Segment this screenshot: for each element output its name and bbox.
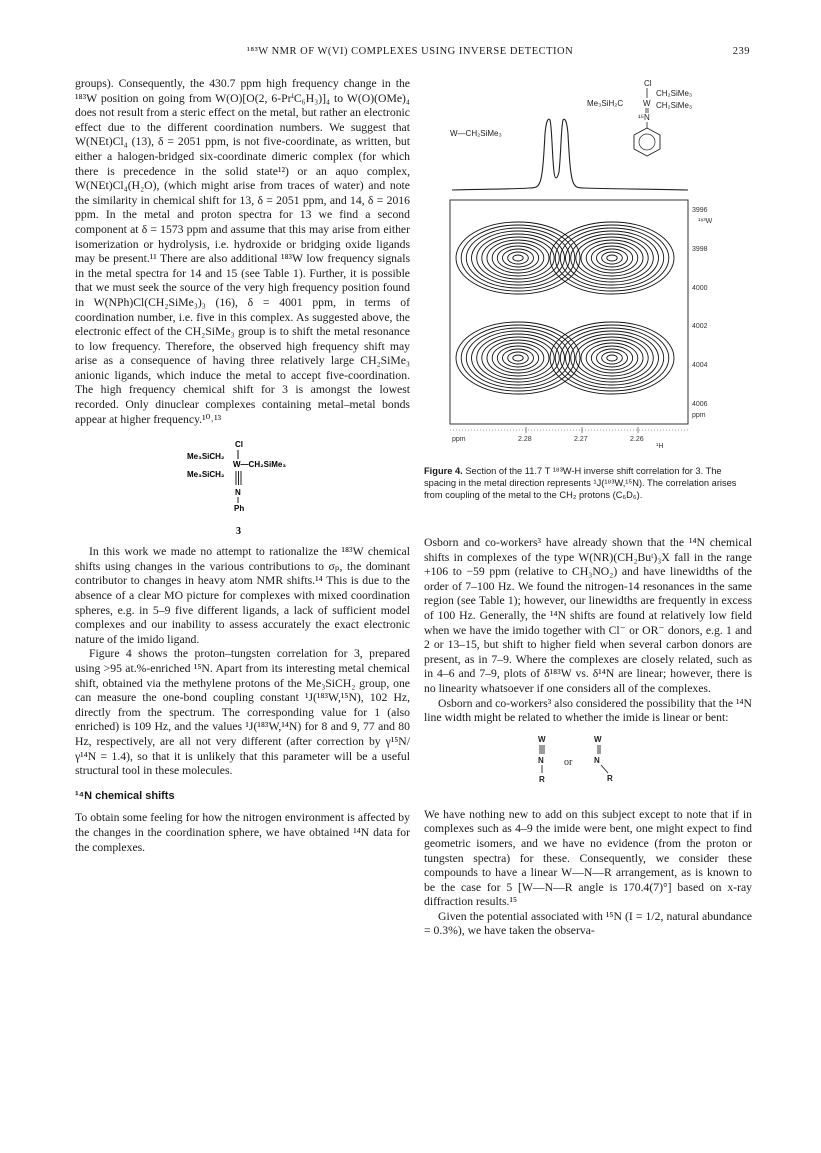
page-number: 239 — [732, 46, 750, 57]
y-nucleus: ¹⁸³W — [698, 218, 713, 225]
mol-cl: Cl — [644, 79, 652, 88]
figure-4-graphic — [424, 72, 754, 472]
paragraph: In this work we made no attempt to rationalize the ¹⁸³W chemical shifts using changes in the various contributions to σₚ, the dominant contributor to changes in heavy atom NMR shifts.¹⁴ This is due to the absence of a clear MO picture for complexes with mixed coordination spheres, e.g. in 5–9 five different ligands, a lack of sufficient model complexes and our inability to assess accurately the exact electronic nature of the imido ligand. — [75, 545, 410, 646]
x-unit: ppm — [452, 436, 466, 443]
struct-w: W—CH₂SiMe₃ — [232, 460, 286, 470]
svg-text:W: W — [538, 734, 546, 744]
x-tick: 2.26 — [630, 436, 644, 443]
struct-ph: Ph — [233, 504, 244, 514]
y-tick: 4004 — [692, 362, 708, 369]
caption-text: Section of the 11.7 T ¹⁸³W-H inverse shift correlation for 3. The spacing in the metal direction represents ¹J(¹⁸³W,¹⁵N). The correlation arises from coupling of the metal to the CH₂ protons (C₆D₆). — [424, 466, 737, 500]
mol-n: ¹⁵N — [638, 113, 650, 122]
svg-text:R: R — [539, 774, 545, 784]
or-word: or — [564, 756, 573, 768]
contour-peak — [456, 222, 580, 294]
paragraph: We have nothing new to add on this subject except to note that if in complexes such as 4–9 the imide were bent, one might expect to find geometric isomers, and we have no evidence (from the proton or tungsten spectra) for these. Consequently, we consider these compounds to have a linear W—N—R arrangement, as is known to be the case for 5 [W—N—R angle is 170.4(7)°] based on x-ray diffraction results.¹⁵ — [424, 807, 752, 909]
y-tick: 4006 — [692, 401, 708, 408]
svg-text:R: R — [607, 773, 613, 783]
right-column — [424, 536, 752, 939]
section-heading: ¹⁴N chemical shifts — [75, 789, 175, 802]
compound-3-structure — [75, 435, 410, 539]
left-column — [75, 77, 410, 855]
y-tick: 4000 — [692, 285, 708, 292]
trace-label: W—CH₂SiMe₃ — [450, 129, 502, 138]
mol-left: Me₃SiH₂C — [587, 99, 624, 108]
contour-peak — [550, 222, 674, 294]
x-nucleus: ¹H — [656, 443, 664, 450]
contour-peaks — [456, 222, 674, 394]
paragraph: Osborn and co-workers³ have already shown that the ¹⁴N chemical shifts in complexes of the type W(NR)(CH₂Buᵗ)₃X fall in the range +106 to −59 ppm (relative to CH₃NO₂) and have linewidths of the order of 7–100 Hz. We found the nitrogen-14 resonances in the same region (see Table 1); however, our linewidths are frequently in excess of 100 Hz. Generally, the ¹⁴N shifts are found at relatively low field when we have the imido together with Cl⁻ or OR⁻ donors, e.g. 1 and 2 or 13–15, but shift to higher field when several carbon donors are present, as in 7–9. Where the complexes are closely related, such as in 4–6 and 7–9, plots of δ¹⁸³W vs. δ¹⁴N are linear; however, there is no linearity whatsoever if one considers all of the complexes. — [424, 536, 752, 695]
x-tick: 2.27 — [574, 436, 588, 443]
paragraph: groups). Consequently, the 430.7 ppm high frequency change in the ¹⁸³W position on going from W(O)[O(2, 6-PrⁱC₆H₃)]₄ to W(O)(OMe)₄ does not result from a steric effect on the metal, but rather an electronic effect due to the different coordination numbers. We suggest that W(NEt)Cl₄ (13), δ = 2051 ppm, is not five-coordinate, as written, but either a halogen-bridged six-coordinate dimeric complex (for which there is precedence in the solid state¹²) or an aquo complex, W(NEt)Cl₄(H₂O), (which might arise from traces of water) and note the similarity in chemical shift for 13, δ = 2051 ppm, and 14, δ = 2016 ppm. In the metal and proton spectra for 13 we find a second component at δ = 1573 ppm and assume that this may arise from either isomerization or hydrolysis, i.e. hydroxide or bridging oxide ligands may be present.¹¹ There are also additional ¹⁸³W low frequency signals in the metal spectra for 14 and 15 (see Table 1). Further, it is possible that we must seek the source of the very high frequency position found in W(NPh)Cl(CH₂SiMe₃)₃ (16), δ = 4001 ppm, in terms of coordination number, i.e. five in this complex. As suggested above, the electronic effect of the CH₂SiMe₃ group is to shift the metal resonance to low frequency. Therefore, the observed high frequency shift may arise as a consequence of having three relatively large CH₂SiMe₃ anionic ligands, which induce the metal to accept five-coordination. The high frequency chemical shift for 3 is amongst the lowest recorded. Only dinuclear complexes containing metal–metal bonds appear at higher frequency.¹⁰˒¹³ — [75, 77, 410, 426]
svg-text:N: N — [538, 755, 544, 765]
mol-r3: CH₂SiMe₃ — [656, 101, 693, 110]
struct-n: N — [234, 488, 241, 498]
y-tick: 3996 — [692, 207, 708, 214]
running-title: ¹⁸³W NMR OF W(VI) COMPLEXES USING INVERSE DETECTION — [246, 46, 574, 57]
y-tick: 4002 — [692, 323, 708, 330]
paragraph: Figure 4 shows the proton–tungsten correlation for 3, prepared using >95 at.%-enriched ¹⁵N. Apart from its interesting metal chemical shift, obtained via the methylene protons of the Me₃SiCH₂ group, one can measure the one-bond coupling constant ¹J(¹⁸³W,¹⁵N), 102 Hz, directly from the spectrum. The corresponding value for 1 (also enriched) is 109 Hz, and the values ¹J(¹⁸³W,¹⁴N) for 8 and 9, 77 and 80 Hz, respectively, are all not very different (after correction by γ¹⁵N/γ¹⁴N = 1.4), so that it is unlikely that this parameter will be a useful structural tool in these molecules. — [75, 647, 410, 778]
paragraph: To obtain some feeling for how the nitrogen environment is affected by the changes in the coordination sphere, we have obtained ¹⁴N data for the complexes. — [75, 811, 410, 854]
compound-label: 3 — [235, 526, 241, 538]
struct-cl: Cl — [234, 440, 243, 450]
contour-peak — [456, 322, 580, 394]
mol-r1: CH₂SiMe₃ — [656, 89, 693, 98]
y-tick: 3998 — [692, 246, 708, 253]
figure-caption — [424, 465, 752, 501]
struct-left-bottom: Me₃SiCH₂ — [186, 470, 224, 480]
x-tick: 2.28 — [518, 436, 532, 443]
linear-vs-bent-structures — [424, 732, 752, 802]
contour-peak — [550, 322, 674, 394]
figure-4 — [424, 72, 754, 472]
struct-left-top: Me₃SiCH₂ — [186, 452, 224, 462]
paragraph: Given the potential associated with ¹⁵N (I = 1/2, natural abundance = 0.3%), we have taken the observa- — [424, 909, 752, 938]
caption-label: Figure 4. — [424, 466, 463, 476]
paragraph: Osborn and co-workers³ also considered the possibility that the ¹⁴N line width might be related to whether the imide is linear or bent: — [424, 696, 752, 725]
running-header — [70, 46, 750, 62]
mol-w: W — [643, 99, 651, 108]
svg-text:N: N — [594, 755, 600, 765]
y-unit: ppm — [692, 412, 706, 419]
imide-drawing — [532, 732, 652, 802]
svg-text:W: W — [594, 734, 602, 744]
compound-3-drawing — [143, 435, 343, 539]
plot-frame — [450, 200, 688, 424]
